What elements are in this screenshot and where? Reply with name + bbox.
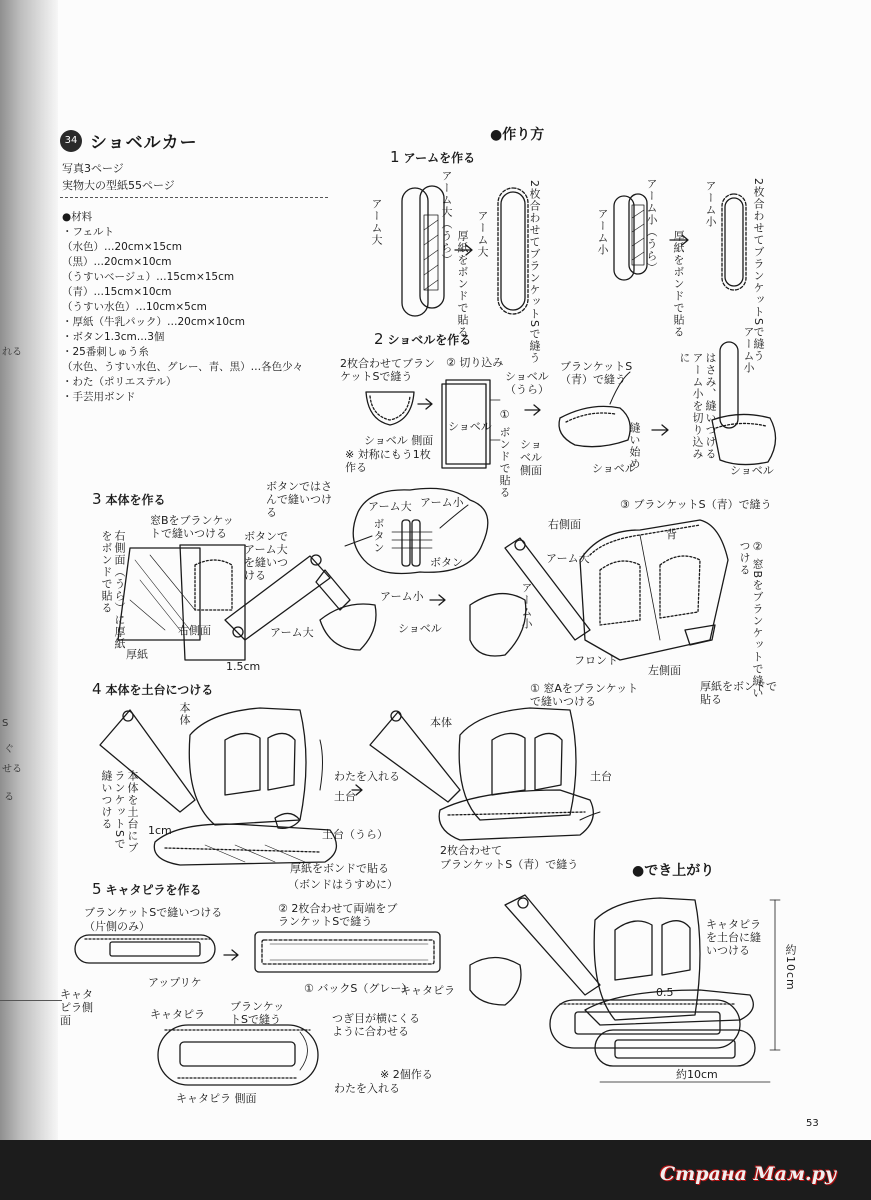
label: アーム小 [742, 326, 755, 374]
label: ショベル [448, 420, 492, 433]
edge-fragment: ぐ [4, 744, 14, 755]
label: 厚紙 [126, 648, 148, 661]
material-item: ・手芸用ボンド [62, 391, 136, 403]
step1-number: 1 [390, 148, 400, 166]
label: 土台 [590, 770, 612, 783]
edge-fragment: れる [2, 347, 22, 358]
step2-number: 2 [374, 330, 384, 348]
label: ボタン [430, 556, 463, 569]
caterpillar-strip-right [255, 932, 440, 972]
materials-heading: ●材料 [62, 211, 93, 223]
label: 2枚合わせてブランケットSで縫う [528, 180, 541, 364]
label: 2枚合わせてブランケットSで縫う [752, 178, 765, 362]
edge-fragment: S [2, 718, 9, 729]
step4-title: 本体を土台につける [105, 683, 214, 697]
label: 1.5cm [226, 660, 261, 673]
label: 厚紙をボンドで貼る [672, 230, 685, 338]
material-item: ・厚紙（牛乳パック）…20cm×10cm [62, 316, 246, 328]
label: ショベル [398, 622, 442, 635]
label: 左側面 [648, 664, 681, 677]
label: わたを入れる [334, 770, 400, 783]
label: （ボンドはうすめに） [288, 878, 398, 891]
edge-fragment: せる [2, 764, 22, 775]
label: ① バックS（グレー） [304, 982, 413, 995]
label: ブランケットSで縫いつける [84, 906, 223, 919]
label: アーム小 [520, 582, 533, 630]
step1-title: アームを作る [403, 151, 476, 165]
label: ショベル [730, 464, 774, 477]
label: 厚紙をボンドで貼る [290, 862, 389, 875]
label: キャタピラ [400, 984, 455, 997]
label: 2枚合わせてブランケットSで縫う [340, 357, 435, 383]
label: フロント [574, 654, 618, 667]
step2-title: ショベルを作る [387, 333, 472, 347]
method-heading: ●作り方 [490, 127, 545, 143]
label: アーム大 [546, 552, 590, 565]
step5-title: キャタピラを作る [105, 883, 202, 897]
material-item: （青）…15cm×10cm [62, 286, 172, 298]
label: 窓Bをブランケットで縫いつける [150, 514, 234, 540]
label: 本体を土台にブランケットSで縫いつける [100, 770, 139, 854]
step3-number: 3 [92, 490, 102, 508]
label: ② 切り込み [446, 356, 504, 369]
label: 2枚合わせて [440, 844, 502, 857]
caterpillar-strip-left [75, 935, 215, 963]
caterpillar-assembled [158, 1025, 318, 1085]
number-badge: 34 [60, 130, 82, 152]
label: ボタンでアーム大を縫いつける [244, 530, 288, 582]
label: アーム大（うら） [440, 170, 453, 266]
label: キャタピラを土台に縫いつける [706, 918, 761, 957]
label: ※ 対称にもう1枚作る [345, 448, 431, 474]
pattern-page-ref: 実物大の型紙55ページ [62, 179, 175, 192]
label: ブランケットS（青）で縫う [560, 360, 633, 386]
step3-title: 本体を作る [105, 493, 166, 507]
edge-fragment: る [4, 792, 14, 803]
material-item: ・25番刺しゅう糸 [62, 346, 149, 358]
material-item: ・フェルト [62, 226, 114, 238]
label: 背 [666, 528, 677, 541]
label: ショベル 側面 [364, 434, 434, 447]
label: つぎ目が横にくるように合わせる [332, 1012, 420, 1038]
material-item: （水色、うすい水色、グレー、青、黒）…各色少々 [62, 361, 304, 373]
step4-heading [92, 680, 213, 698]
label: 厚紙をボンドで貼る [700, 680, 777, 706]
label: （片側のみ） [84, 920, 150, 933]
step2-heading [374, 330, 471, 348]
material-item: （うすいベージュ）…15cm×15cm [62, 271, 235, 283]
label: ① ボンドで貼る [498, 408, 511, 499]
label: アーム小 [380, 590, 424, 603]
watermark: Страна Мам.ру [660, 1163, 837, 1185]
step5-number: 5 [92, 880, 102, 898]
label: キャタピラ [150, 1008, 205, 1021]
label: ③ ブランケットS（青）で縫う [620, 498, 772, 511]
label: ① 窓Aをブランケットで縫いつける [530, 682, 639, 708]
label: ブランケットSで縫う [230, 1000, 285, 1026]
label: アーム大 [370, 198, 383, 246]
label: 縫い始め [628, 422, 641, 470]
label: 本体 [178, 702, 191, 726]
label: アーム小 [704, 180, 717, 228]
step3-heading [92, 490, 166, 508]
material-item: （水色）…20cm×15cm [62, 241, 183, 253]
label: アップリケ [148, 976, 202, 989]
attach-to-base-diagram-right [370, 708, 600, 840]
photo-page-ref: 写真3ページ [62, 162, 124, 175]
step5-heading [92, 880, 202, 898]
label: 厚紙をボンドで貼る [456, 230, 469, 338]
label: アーム大 [270, 626, 314, 639]
label: キャタピラ 側面 [176, 1092, 257, 1105]
label: ② 窓Bをブランケットで縫いつける [738, 540, 764, 700]
page-title: ショベルカー [90, 133, 198, 153]
label: わたを入れる [334, 1082, 400, 1095]
dimension-width: 約10cm [676, 1068, 718, 1081]
assembled-body-diagram [470, 520, 728, 660]
label: ブランケットS（青）で縫う [440, 858, 579, 871]
label: 右側面 [178, 624, 211, 637]
dimension-small: 0.5 [656, 986, 674, 999]
material-item: ・わた（ポリエステル） [62, 376, 177, 388]
material-item: （黒）…20cm×10cm [62, 256, 172, 268]
label: ※ 2個作る [380, 1068, 433, 1081]
finished-heading: ●でき上がり [632, 863, 715, 879]
label: アーム大 [476, 210, 489, 258]
label: 右側面（うら）に厚紙をボンドで貼る [100, 530, 126, 650]
dimension-height: 約10cm [784, 944, 797, 991]
step1-heading [390, 148, 475, 166]
label: 土台（うら） [322, 828, 388, 841]
label: アーム小 [420, 496, 464, 509]
step4-number: 4 [92, 680, 102, 698]
label: ショベル 側面 [520, 438, 542, 477]
label: アーム小（うら） [645, 178, 658, 274]
label: 1cm [148, 824, 172, 837]
page-number: 53 [806, 1118, 819, 1129]
label: 右側面 [548, 518, 581, 531]
label: ショベル [592, 462, 636, 475]
label: ボタンではさんで縫いつける [266, 480, 332, 519]
label: キャタピラ側面 [60, 988, 93, 1027]
label: ショベル（うら） [505, 370, 549, 396]
label: はさみ、縫いつけるアーム小を切り込みに [678, 352, 717, 460]
label: アーム小 [596, 208, 609, 256]
label: アーム大 [368, 500, 412, 513]
material-item: （うすい水色）…10cm×5cm [62, 301, 207, 313]
label: 土台 [334, 790, 356, 803]
label: ② 2枚合わせて両端をブランケットSで縫う [278, 902, 398, 928]
label: 本体 [430, 716, 452, 729]
material-item: ・ボタン1.3cm…3個 [62, 331, 165, 343]
label: ボタン [372, 518, 385, 554]
